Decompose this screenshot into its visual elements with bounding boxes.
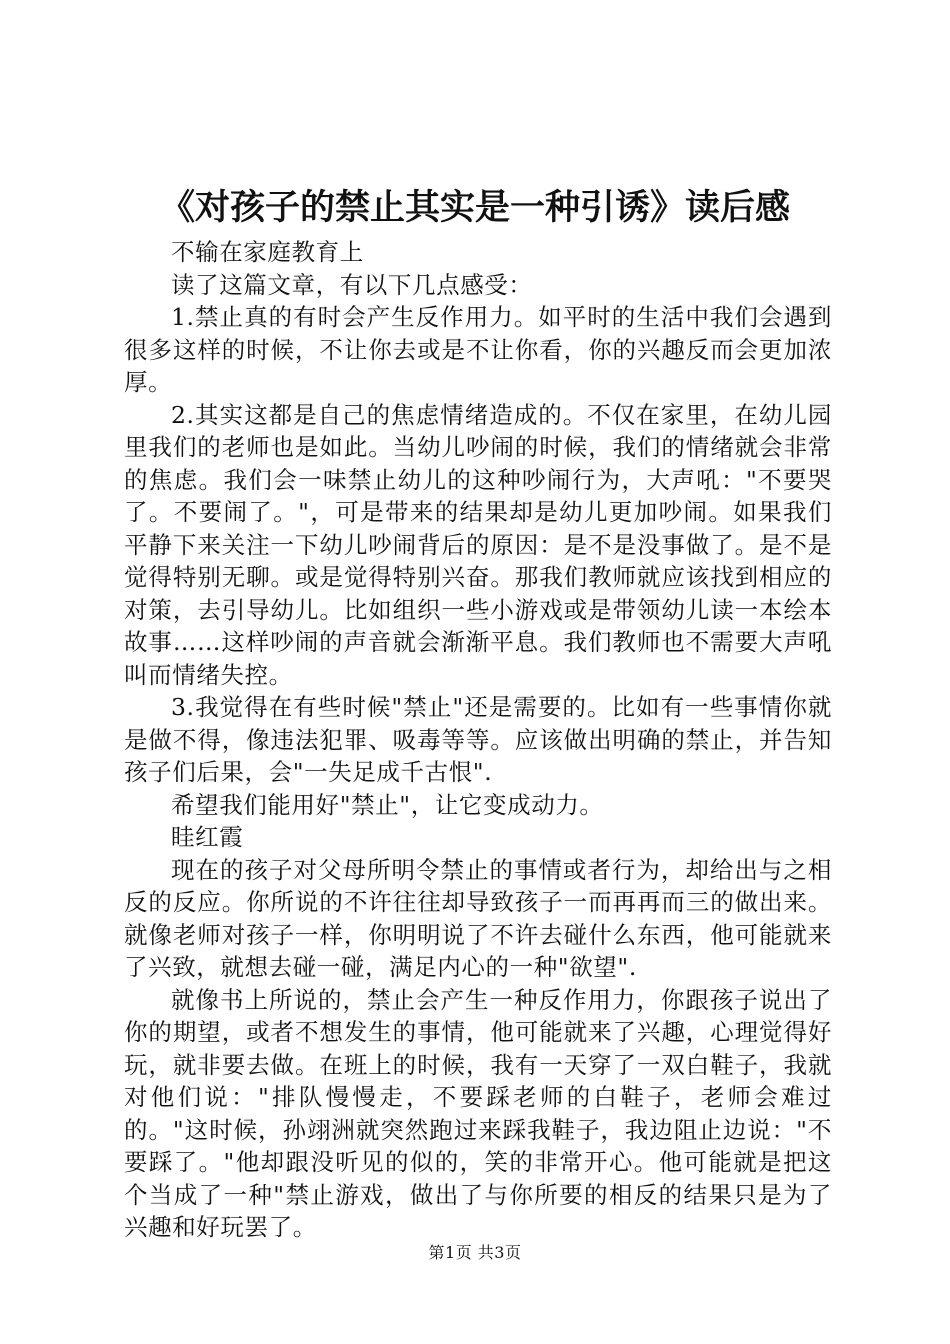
paragraph: 读了这篇文章，有以下几点感受： xyxy=(171,270,533,299)
paragraph: 3.我觉得在有些时候"禁止"还是需要的。比如有一些事情你就是做不得，像违法犯罪、吸毒等等。应该做出明确的禁止，并告知孩子们后果，会"一失足成千古恨". xyxy=(124,693,832,786)
document-body xyxy=(124,236,832,1244)
page-number-footer: 第1页 共3页 xyxy=(428,1243,522,1262)
paragraph: 希望我们能用好"禁止"，让它变成动力。 xyxy=(171,790,604,819)
paragraph: 2.其实这都是自己的焦虑情绪造成的。不仅在家里，在幼儿园里我们的老师也是如此。当幼儿吵闹的时候，我们的情绪就会非常的焦虑。我们会一味禁止幼儿的这种吵闹行为，大声吼："不要哭了。不要闹了。"，可是带来的结果却是幼儿更加吵闹。如果我们平静下来关注一下幼儿吵闹背后的原因：是不是没事做了。是不是觉得特别无聊。或是觉得特别兴奋。那我们教师就应该找到相应的对策，去引导幼儿。比如组织一些小游戏或是带领幼儿读一本绘本故事……这样吵闹的声音就会渐渐平息。我们教师也不需要大声吼叫而情绪失控。 xyxy=(124,400,832,689)
author-name: 眭红霞 xyxy=(171,823,244,851)
paragraph: 1.禁止真的有时会产生反作用力。如平时的生活中我们会遇到很多这样的时候，不让你去或是不让你看，你的兴趣反而会更加浓厚。 xyxy=(124,303,832,396)
paragraph: 就像书上所说的，禁止会产生一种反作用力，你跟孩子说出了你的期望，或者不想发生的事情，他可能就来了兴趣，心理觉得好玩，就非要去做。在班上的时候，我有一天穿了一双白鞋子，我就对他们说："排队慢慢走，不要踩老师的白鞋子，老师会难过的。"这时候，孙翊洲就突然跑过来踩我鞋子，我边阻止边说："不要踩了。"他却跟没听见的似的，笑的非常开心。他可能就是把这个当成了一种"禁止游戏，做出了与你所要的相反的结果只是为了兴趣和好玩罢了。 xyxy=(124,985,832,1241)
paragraph: 不输在家庭教育上 xyxy=(171,238,364,266)
paragraph: 现在的孩子对父母所明令禁止的事情或者行为，却给出与之相反的反应。你所说的不许往往却导致孩子一而再再而三的做出来。就像老师对孩子一样，你明明说了不许去碰什么东西，他可能就来了兴致，就想去碰一碰，满足内心的一种"欲望". xyxy=(124,855,832,981)
document-title: 《对孩子的禁止其实是一种引诱》读后感 xyxy=(159,188,790,228)
